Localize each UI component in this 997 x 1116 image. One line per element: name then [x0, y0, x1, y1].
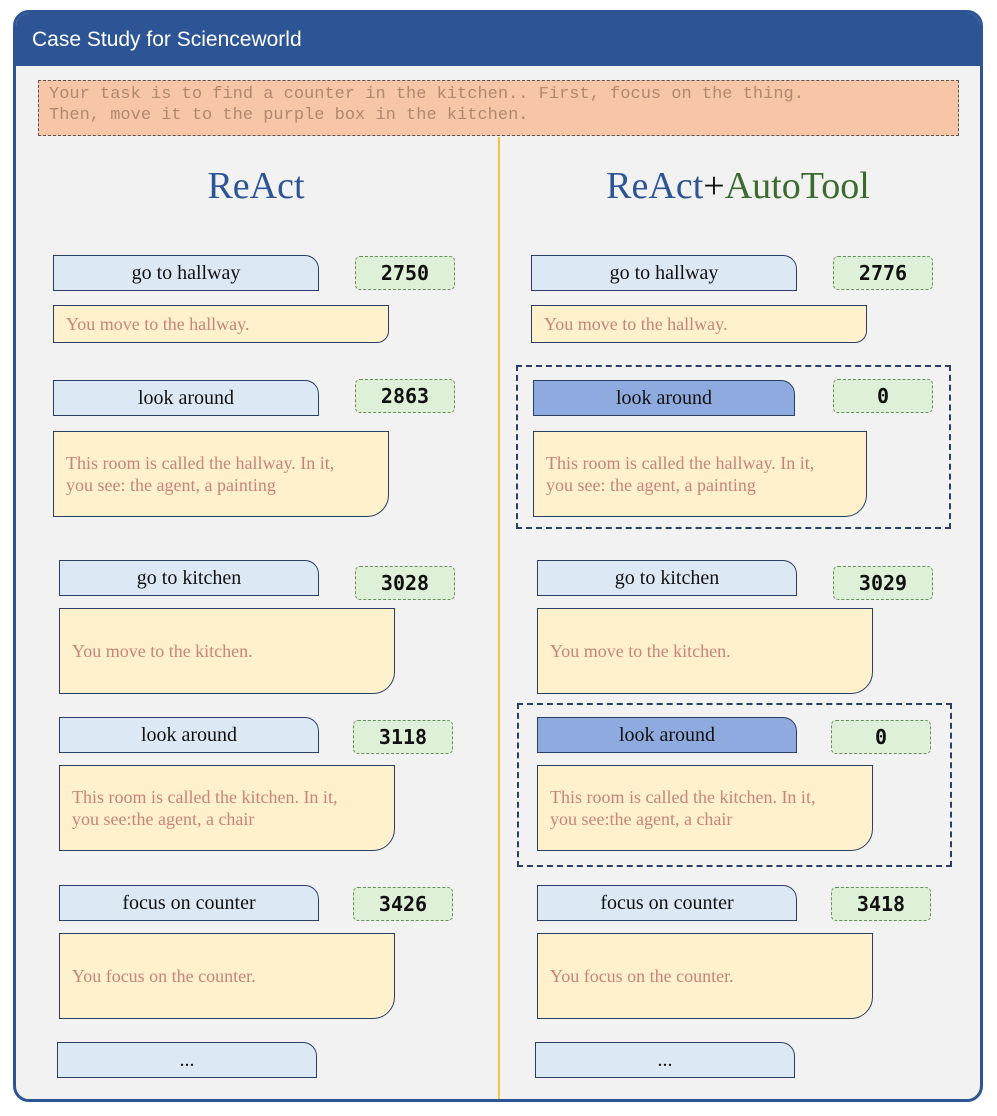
left-step-5-observation: You focus on the counter.	[59, 933, 395, 1019]
right-step-4-tokens: 0	[831, 720, 931, 754]
task-text: Your task is to find a counter in the kitchen.. First, focus on the thing. Then, move it to the purple box in the kitchen.	[49, 85, 804, 125]
right-step-1-action: go to hallway	[531, 255, 797, 291]
title-autotool: AutoTool	[724, 165, 870, 207]
left-step-2-observation: This room is called the hallway. In it, you see: the agent, a painting	[53, 431, 389, 517]
left-step-4-observation: This room is called the kitchen. In it, you see:the agent, a chair	[59, 765, 395, 851]
right-step-2-tokens: 0	[833, 379, 933, 413]
right-step-4-action: look around	[537, 717, 797, 753]
right-step-1-tokens: 2776	[833, 256, 933, 290]
left-step-2-action: look around	[53, 380, 319, 416]
title-react: ReAct	[606, 165, 704, 207]
left-step-4-tokens: 3118	[353, 720, 453, 754]
left-step-5-tokens: 3426	[353, 887, 453, 921]
left-step-5-action: focus on counter	[59, 885, 319, 921]
right-step-3-action: go to kitchen	[537, 560, 797, 596]
right-step-4-observation: This room is called the kitchen. In it, you see:the agent, a chair	[537, 765, 873, 851]
left-step-4-action: look around	[59, 717, 319, 753]
left-step-2-tokens: 2863	[355, 379, 455, 413]
left-step-1-action: go to hallway	[53, 255, 319, 291]
right-step-3-tokens: 3029	[833, 566, 933, 600]
right-step-2-observation: This room is called the hallway. In it, you see: the agent, a painting	[533, 431, 867, 517]
right-step-2-action: look around	[533, 380, 795, 416]
left-step-3-tokens: 3028	[355, 566, 455, 600]
title-plus: +	[703, 165, 725, 207]
left-step-1-observation: You move to the hallway.	[53, 305, 389, 343]
column-divider	[498, 137, 500, 1102]
right-step-3-observation: You move to the kitchen.	[537, 608, 873, 694]
right-step-6-action: ...	[535, 1042, 795, 1078]
case-study-card	[13, 10, 983, 1102]
left-step-1-tokens: 2750	[355, 256, 455, 290]
left-step-3-observation: You move to the kitchen.	[59, 608, 395, 694]
header-title: Case Study for Scienceworld	[16, 13, 980, 66]
react-column-title: ReAct	[207, 165, 305, 207]
left-step-6-action: ...	[57, 1042, 317, 1078]
right-step-5-action: focus on counter	[537, 885, 797, 921]
right-step-1-observation: You move to the hallway.	[531, 305, 867, 343]
left-step-3-action: go to kitchen	[59, 560, 319, 596]
right-step-5-observation: You focus on the counter.	[537, 933, 873, 1019]
right-step-5-tokens: 3418	[831, 887, 931, 921]
task-description	[38, 80, 959, 136]
autotool-column-title	[498, 163, 978, 209]
